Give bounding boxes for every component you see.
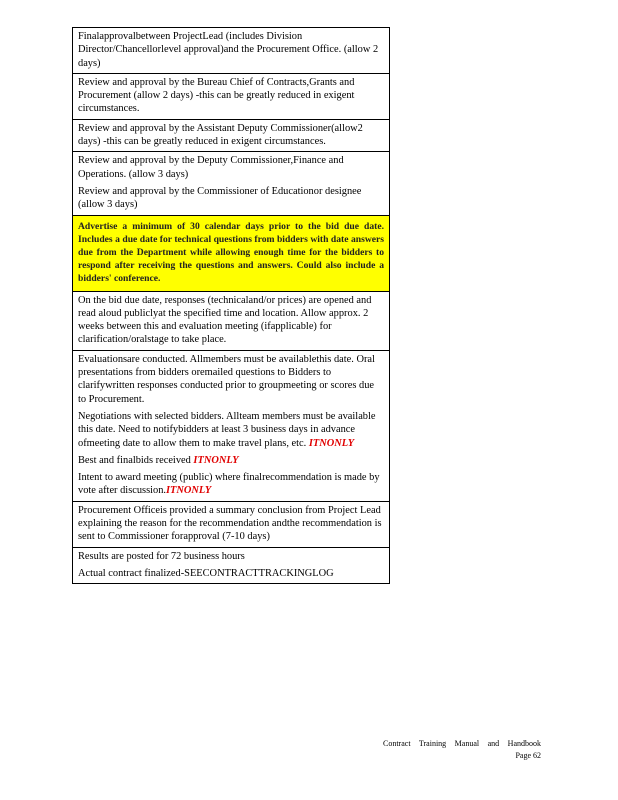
page-footer — [383, 738, 541, 762]
step-text-content: Evaluationsare conducted. Allmembers must be availablethis date. Oral presentations from bidders oremailed questions to Bidders to clarifywritten responses conducted prior to groupmeeting or scores due to Procurement. — [78, 353, 375, 405]
step-text — [78, 353, 384, 406]
procurement-steps-table — [72, 27, 390, 584]
step-text — [78, 550, 384, 563]
step-cell — [73, 152, 389, 215]
step-cell — [73, 120, 389, 153]
itn-only-tag: ITNONLY — [308, 437, 355, 449]
step-text-content: Negotiations with selected bidders. Allteam members must be available this date. Need to notifybidders at least 3 business days in advance ofmeeting date to allow them to make travel plans, etc. — [78, 410, 376, 449]
step-text — [78, 410, 384, 450]
highlighted-step-cell — [73, 216, 389, 292]
step-text-content: Intent to award meeting (public) where finalrecommendation is made by vote after discussion. — [78, 472, 380, 497]
step-text-content: Review and approval by the Assistant Deputy Commissioner(allow2 days) -this can be greatly reduced in exigent circumstances. — [78, 122, 363, 148]
step-text-content: Review and approval by the Bureau Chief of Contracts,Grants and Procurement (allow 2 days) -this can be greatly reduced in exigent circumstances. — [78, 76, 355, 115]
step-text — [78, 76, 384, 116]
footer-title: Contract Training Manual and Handbook — [383, 739, 541, 748]
step-text-content: Review and approval by the Deputy Commissioner,Finance and Operations. (allow 3 days) — [78, 155, 344, 180]
step-text-content: Best and finalbids received — [78, 454, 194, 466]
step-text — [78, 30, 384, 70]
step-text-content: Review and approval by the Commissioner of Educationor designee (allow 3 days) — [78, 185, 362, 211]
step-text-content: Finalapprovalbetween ProjectLead (includes Division Director/Chancellorlevel approval)and the Procurement Office. (allow 2 days) — [78, 31, 379, 69]
step-text — [78, 122, 384, 149]
step-cell — [73, 548, 389, 584]
step-text-content: Advertise a minimum of 30 calendar days prior to the bid due date. Includes a due date for technical questions from bidders with date answers due from the Department while allowing enough time for the bidders to respond after receiving the questions and answers. Could also include a bidders' conference. — [78, 220, 384, 285]
step-text-content: Procurement Officeis provided a summary conclusion from Project Lead explaining the reason for the recommendation andthe recommendation is sent to Commissioner forapproval (7-10 days) — [78, 504, 382, 543]
page-number: Page 62 — [515, 751, 541, 760]
step-cell — [73, 502, 389, 548]
step-text — [78, 454, 384, 467]
itn-only-tag: ITNONLY — [193, 454, 239, 466]
step-text — [78, 504, 384, 544]
step-text-content: Results are posted for 72 business hours — [78, 550, 245, 562]
step-cell — [73, 351, 389, 502]
step-text — [78, 471, 384, 498]
step-text — [78, 154, 384, 181]
step-cell — [73, 28, 389, 74]
step-text — [78, 294, 384, 347]
step-text-content: Actual contract finalized-SEECONTRACTTRACKINGLOG — [78, 567, 334, 579]
step-text-content: On the bid due date, responses (technicaland/or prices) are opened and read aloud publiclyat the specified time and location. Allow approx. 2 weeks between this and evaluation meeting (ifapplicable) for clarification/oralstage to take place. — [78, 294, 372, 346]
step-text — [78, 185, 384, 212]
step-text — [78, 220, 384, 286]
step-cell — [73, 292, 389, 351]
itn-only-tag: ITNONLY — [166, 485, 212, 497]
step-cell — [73, 74, 389, 120]
step-text — [78, 567, 384, 580]
